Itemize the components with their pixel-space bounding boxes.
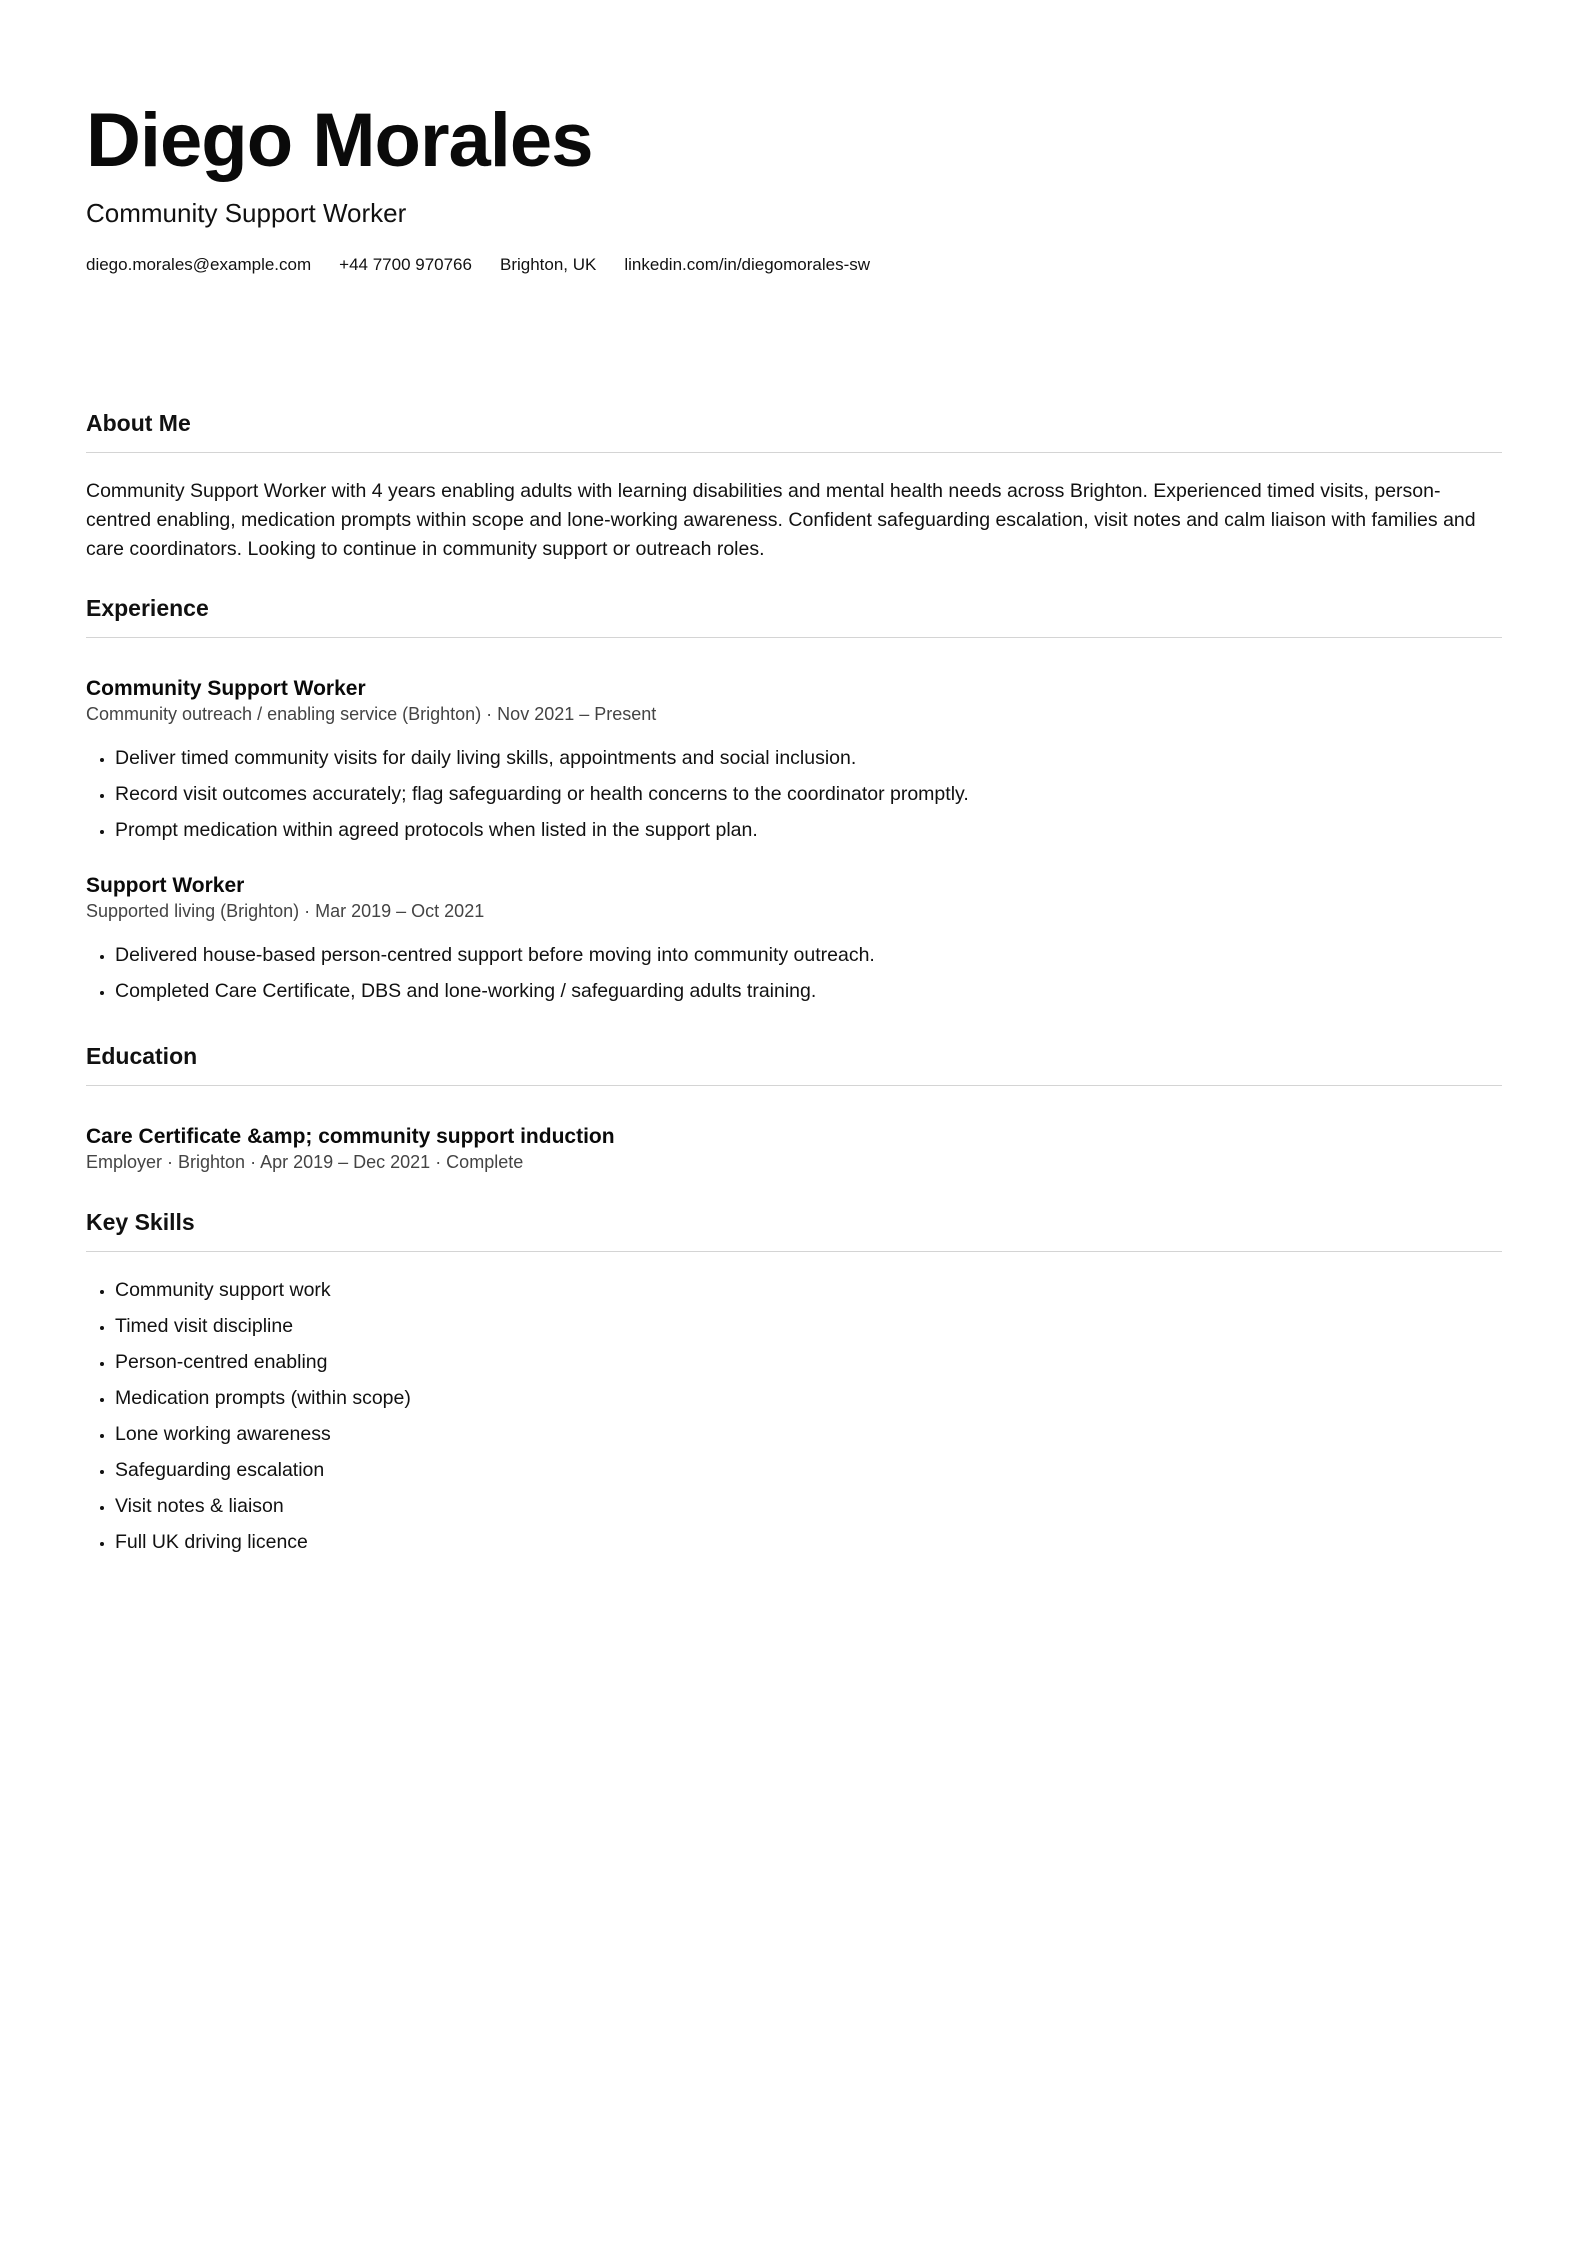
- experience-entry: [86, 676, 1502, 848]
- job-bullets: [86, 740, 1502, 848]
- job-title: Support Worker: [86, 874, 245, 897]
- experience-section: [86, 593, 1502, 638]
- skills-section: [86, 1207, 1502, 1560]
- list-item: • Visit notes & liaison: [115, 1488, 1502, 1524]
- contact-linkedin[interactable]: linkedin.com/in/diegomorales-sw: [624, 255, 871, 274]
- section-title-about: About Me: [86, 410, 191, 436]
- qualification-title: Care Certificate &amp; community support induction: [86, 1125, 615, 1148]
- list-item: • Person-centred enabling: [115, 1344, 1502, 1380]
- section-title-skills: Key Skills: [86, 1209, 195, 1235]
- contact-row: [86, 254, 870, 276]
- job-title: Community Support Worker: [86, 677, 366, 700]
- contact-email[interactable]: diego.morales@example.com: [86, 255, 312, 274]
- section-title-education: Education: [86, 1043, 198, 1069]
- section-title-experience: Experience: [86, 595, 209, 621]
- experience-entry: [86, 873, 1502, 1009]
- contact-phone[interactable]: +44 7700 970766: [339, 255, 472, 274]
- list-item: • Timed visit discipline: [115, 1308, 1502, 1344]
- section-divider: [86, 637, 1502, 638]
- education-entry: [86, 1124, 1502, 1174]
- about-section: [86, 408, 1502, 564]
- section-divider: [86, 1251, 1502, 1252]
- contact-location: Brighton, UK: [499, 255, 597, 274]
- list-item: • Community support work: [115, 1272, 1502, 1308]
- list-item: • Safeguarding escalation: [115, 1452, 1502, 1488]
- section-divider: [86, 1085, 1502, 1086]
- section-divider: [86, 452, 1502, 453]
- candidate-headline: Community Support Worker: [86, 198, 407, 228]
- job-meta: Community outreach / enabling service (Brighton) · Nov 2021 – Present: [86, 704, 657, 724]
- job-meta: Supported living (Brighton) · Mar 2019 – Oct 2021: [86, 901, 485, 921]
- job-bullets: [86, 937, 1502, 1009]
- about-text: Community Support Worker with 4 years enabling adults with learning disabilities and mental health needs across Brighton. Experienced timed visits, person-centred enabling, medication prompts within scope and lone-working awareness. Confident safeguarding escalation, visit notes and calm liaison with families and care coordinators. Looking to continue in community support or outreach roles.: [86, 480, 1476, 560]
- skills-list: [86, 1272, 1502, 1560]
- list-item: • Record visit outcomes accurately; flag safeguarding or health concerns to the coordinator promptly.: [115, 776, 1502, 812]
- list-item: • Medication prompts (within scope): [115, 1380, 1502, 1416]
- qualification-meta: Employer · Brighton · Apr 2019 – Dec 2021 · Complete: [86, 1152, 524, 1172]
- list-item: • Full UK driving licence: [115, 1524, 1502, 1560]
- candidate-name: Diego Morales: [86, 98, 593, 183]
- resume-header: [86, 96, 1502, 396]
- list-item: • Delivered house-based person-centred support before moving into community outreach.: [115, 937, 1502, 973]
- list-item: • Lone working awareness: [115, 1416, 1502, 1452]
- list-item: • Completed Care Certificate, DBS and lone-working / safeguarding adults training.: [115, 973, 1502, 1009]
- list-item: • Deliver timed community visits for daily living skills, appointments and social inclusion.: [115, 740, 1502, 776]
- education-section: [86, 1041, 1502, 1086]
- list-item: • Prompt medication within agreed protocols when listed in the support plan.: [115, 812, 1502, 848]
